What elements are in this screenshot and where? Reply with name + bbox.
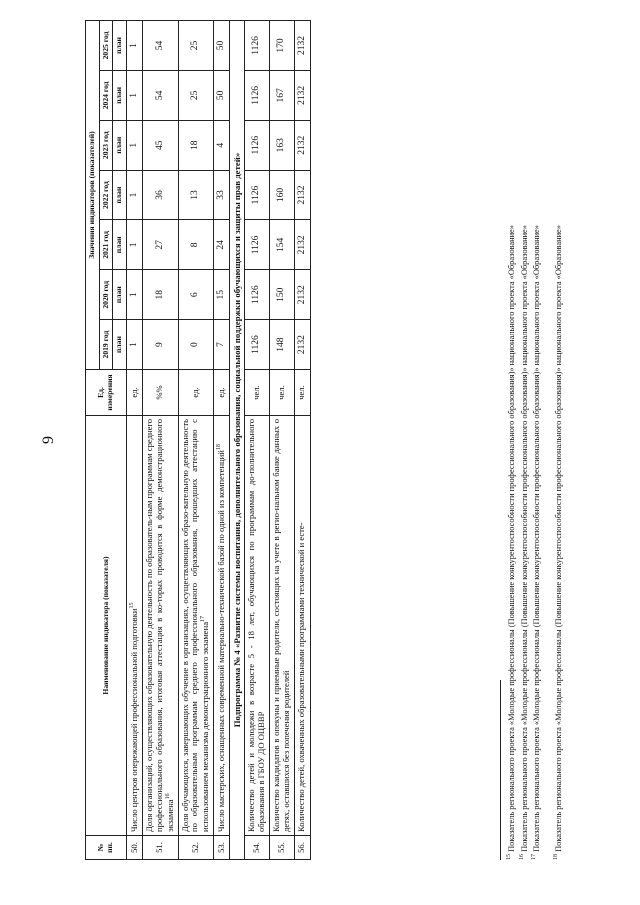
header-values-group: Значения индикаторов (показателей) (86, 21, 100, 370)
row-number: 54. (245, 836, 270, 860)
row-value: 27 (143, 220, 178, 270)
table-row (214, 21, 230, 860)
row-value: 2132 (294, 270, 310, 320)
row-number: 52. (178, 836, 213, 860)
row-number: 51. (143, 836, 178, 860)
row-value: 1 (127, 220, 143, 270)
footnote-mark: 15 (506, 854, 512, 860)
row-value: 170 (269, 21, 294, 71)
row-value: 54 (143, 70, 178, 120)
row-value: 2132 (294, 170, 310, 220)
footnote-mark: 17 (531, 854, 538, 860)
row-value: 1 (127, 21, 143, 71)
header-plan: план (113, 320, 127, 370)
row-value: 1126 (245, 220, 270, 270)
row-value: 0 (178, 320, 213, 370)
row-value: 1126 (245, 270, 270, 320)
header-unit: Ед. измерения (86, 370, 127, 416)
row-value: 25 (178, 21, 213, 71)
row-unit: чел. (294, 370, 310, 416)
row-value: 54 (143, 21, 178, 71)
row-value: 50 (214, 70, 230, 120)
row-name: Доля организаций, осуществляющих образовательную деятельность по образователь-ным программам среднего профессионального образования, итоговая аттестация в ко-торых проводится в форме демонстрационного экзамена$^{16}$ (143, 416, 178, 836)
row-value: 6 (178, 270, 213, 320)
header-year: 2021 год (99, 220, 113, 270)
header-plan: план (113, 170, 127, 220)
row-unit: ед. (127, 370, 143, 416)
table-row (269, 21, 294, 860)
row-value: 1126 (245, 320, 270, 370)
row-value: 154 (269, 220, 294, 270)
table-row (294, 21, 310, 860)
row-value: 36 (143, 170, 178, 220)
row-value: 25 (178, 70, 213, 120)
row-value: 4 (214, 120, 230, 170)
row-name: Число мастерских, оснащенных современной материально-технической базой по одной из компетенций$^{18}$ (214, 416, 230, 836)
row-name: Количество детей, охваченных образовательными программами технической и есте- (294, 416, 310, 836)
row-value: 50 (214, 21, 230, 71)
row-value: 1126 (245, 70, 270, 120)
header-year: 2019 год (99, 320, 113, 370)
row-value: 18 (143, 270, 178, 320)
footnote-mark: 18 (216, 444, 223, 451)
row-unit: %% (143, 370, 178, 416)
header-plan: план (113, 220, 127, 270)
header-year: 2020 год (99, 270, 113, 320)
row-value: 2132 (294, 21, 310, 71)
row-name: Число центров опережающей профессиональной подготовки$^{15}$ (127, 416, 143, 836)
row-value: 18 (178, 120, 213, 170)
header-year: 2025 год (99, 21, 113, 71)
footnote-mark: 15 (129, 602, 136, 609)
row-value: 1 (127, 70, 143, 120)
table-row (245, 21, 270, 860)
row-number: 53. (214, 836, 230, 860)
row-value: 9 (143, 320, 178, 370)
row-number: 56. (294, 836, 310, 860)
row-value: 2132 (294, 70, 310, 120)
row-value: 1 (127, 320, 143, 370)
row-value: 160 (269, 170, 294, 220)
row-value: 2132 (294, 320, 310, 370)
row-value: 1126 (245, 21, 270, 71)
header-year: 2024 год (99, 70, 113, 120)
row-value: 1 (127, 120, 143, 170)
row-value: 148 (269, 320, 294, 370)
header-year: 2022 год (99, 170, 113, 220)
row-value: 24 (214, 220, 230, 270)
row-name: Количество детей и молодежи в возрасте 5 - 18 лет, обучающихся по программам до-полнительного образования в ГБОУ ДО ОЦВВР (245, 416, 270, 836)
row-value: 1126 (245, 170, 270, 220)
row-value: 1 (127, 170, 143, 220)
header-num: № пп. (86, 836, 127, 860)
row-value: 150 (269, 270, 294, 320)
table-row (127, 21, 143, 860)
header-plan: план (113, 120, 127, 170)
row-value: 1126 (245, 120, 270, 170)
row-value: 2132 (294, 220, 310, 270)
row-value: 13 (178, 170, 213, 220)
header-year: 2023 год (99, 120, 113, 170)
row-value: 7 (214, 320, 230, 370)
header-plan: план (113, 270, 127, 320)
row-number: 50. (127, 836, 143, 860)
row-unit: чел. (245, 370, 270, 416)
header-plan: план (113, 70, 127, 120)
row-unit: ед. (178, 370, 213, 416)
section-title: Подпрограмма № 4 «Развитие системы воспитания, дополнительного образования, социальной поддержки обучающихся и защиты прав детей» (229, 21, 244, 860)
table-row (143, 21, 178, 860)
page-number: 9 (40, 436, 57, 444)
footnote: $^{15}$ Показатель регионального проекта «Молодые профессионалы (Повышение конкурентоспособности профессионального образования)» национального проекта «Образование» (506, 225, 516, 860)
footnote-mark: 17 (200, 615, 207, 622)
row-value: 167 (269, 70, 294, 120)
row-unit: ед. (214, 370, 230, 416)
footnotes (506, 20, 566, 860)
row-value: 8 (178, 220, 213, 270)
indicators-table (85, 20, 311, 860)
row-number: 55. (269, 836, 294, 860)
row-value: 1 (127, 270, 143, 320)
row-name: Доля обучающихся, завершающих обучение в организациях, осуществляющих образо-вательную деятельность по образовательным программам среднего профессионального образования, прошедших аттестацию с использованием механизма демонстрационного экзамена$^{17}$ (178, 416, 213, 836)
row-value: 15 (214, 270, 230, 320)
footnote: $^{16}$ Показатель регионального проекта «Молодые профессионалы (Повышение конкурентоспособности профессионального образования)» национального проекта «Образование» (518, 225, 529, 860)
row-unit: чел. (269, 370, 294, 416)
row-name: Количество кандидатов в опекуны и приемные родители, состоящих на учете в регио-нальном банке данных о детях, оставшихся без попечения родителей (269, 416, 294, 836)
table-row (178, 21, 213, 860)
rotated-page-content (30, 5, 610, 875)
footnote: $^{18}$ Показатель регионального проекта «Молодые профессионалы (Повышение конкурентоспособности профессионального образования)» национального проекта «Образование» (553, 225, 563, 860)
header-plan: план (113, 21, 127, 71)
section-row (229, 21, 244, 860)
header-name: Наименование индикатора (показателя) (86, 416, 127, 836)
footnote: $^{17}$ Показатель регионального проекта «Молодые профессионалы (Повышение конкурентоспособности профессионального образования)» национального проекта «Образование» (531, 225, 542, 860)
footnote-mark: 16 (164, 793, 171, 800)
row-value: 33 (214, 170, 230, 220)
row-value: 45 (143, 120, 178, 170)
footnote-mark: 16 (518, 854, 525, 860)
footnote-divider (500, 680, 501, 860)
row-value: 163 (269, 120, 294, 170)
row-value: 2132 (294, 120, 310, 170)
footnote-mark: 18 (553, 854, 560, 860)
